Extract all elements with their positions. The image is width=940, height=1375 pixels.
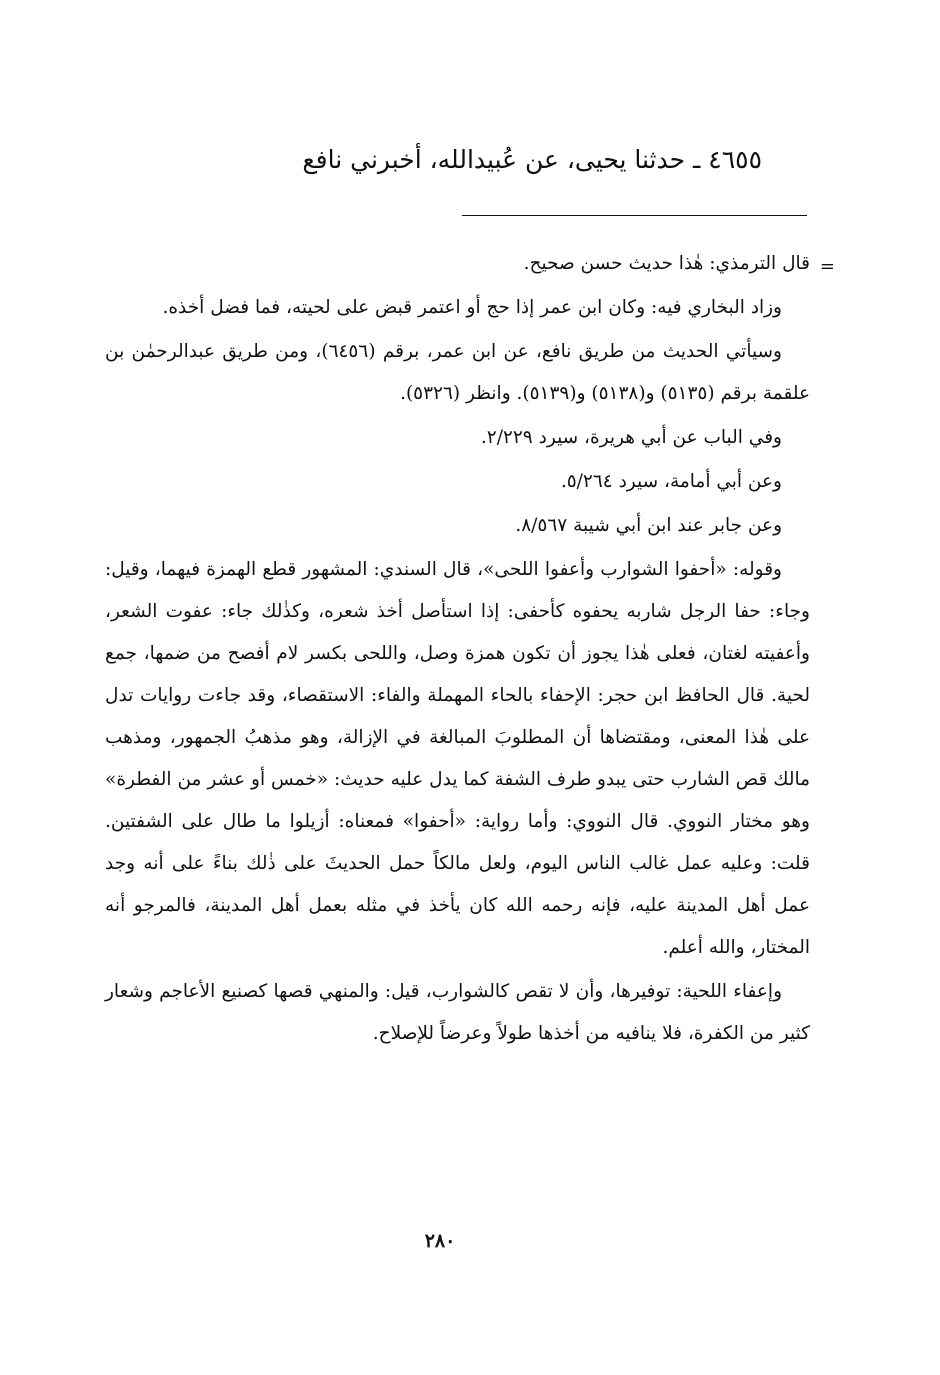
paragraph-jabir: وعن جابر عند ابن أبي شيبة ٨/٥٦٧.: [515, 515, 782, 536]
footnote-commentary: [105, 243, 810, 1057]
paragraph-abu-hurayra: وفي الباب عن أبي هريرة، سيرد ٢/٢٢٩.: [480, 427, 782, 448]
hadith-heading: ٤٦٥٥ ـ حدثنا يحيى، عن عُبيدالله، أخبرني نافع: [302, 145, 762, 174]
paragraph-abu-umama: وعن أبي أمامة، سيرد ٥/٢٦٤.: [560, 471, 782, 492]
continuation-mark: =: [819, 256, 835, 277]
paragraph-explanation-ifa: وإعفاء اللحية: توفيرها، وأن لا تقص كالشوارب، قيل: والمنهي قصها كصنيع الأعاجم وشعار كثير من الكفرة، فلا ينافيه من أخذها طولاً وعرضاً للإصلاح.: [105, 981, 810, 1044]
paragraph-cross-references: وسيأتي الحديث من طريق نافع، عن ابن عمر، برقم (٦٤٥٦)، ومن طريق عبدالرحمٰن بن علقمة برقم (٥١٣٥) و(٥١٣٨) و(٥١٣٩). وانظر (٥٣٢٦).: [105, 341, 810, 404]
footnote-separator-rule: [462, 215, 807, 216]
paragraph-tirmidhi: قال الترمذي: هٰذا حديث حسن صحيح.: [523, 253, 810, 274]
page-number: ٢٨٠: [424, 1230, 456, 1252]
paragraph-bukhari: وزاد البخاري فيه: وكان ابن عمر إذا حج أو اعتمر قبض على لحيته، فما فضل أخذه.: [162, 297, 782, 318]
paragraph-explanation-ihfa: وقوله: «أحفوا الشوارب وأعفوا اللحى»، قال السندي: المشهور قطع الهمزة فيهما، وقيل: وجاء: حفا الرجل شاربه يحفوه كأحفى: إذا استأصل أخذ شعره، وكذٰلك جاء: عفوت الشعر، وأعفيته لغتان، فعلى هٰذا يجوز أن تكون همزة وصل، واللحى بكسر لام أفصح من ضمها، جمع لحية. قال الحافظ ابن حجر: الإحفاء بالحاء المهملة والفاء: الاستقصاء، وقد جاءت روايات تدل على هٰذا المعنى، ومقتضاها أن المطلوبَ المبالغة في الإزالة، وهو مذهبُ الجمهور، ومذهب مالك قص الشارب حتى يبدو طرف الشفة كما يدل عليه حديث: «خمس أو عشر من الفطرة» وهو مختار النووي. قال النووي: وأما رواية: «أحفوا» فمعناه: أزيلوا ما طال على الشفتين. قلت: وعليه عمل غالب الناس اليوم، ولعل مالكاً حمل الحديثَ على ذٰلك بناءً على أنه وجد عمل أهل المدينة عليه، فإنه رحمه الله كان يأخذ في مثله بعمل أهل المدينة، فالمرجو أنه المختار، والله أعلم.: [105, 559, 810, 958]
